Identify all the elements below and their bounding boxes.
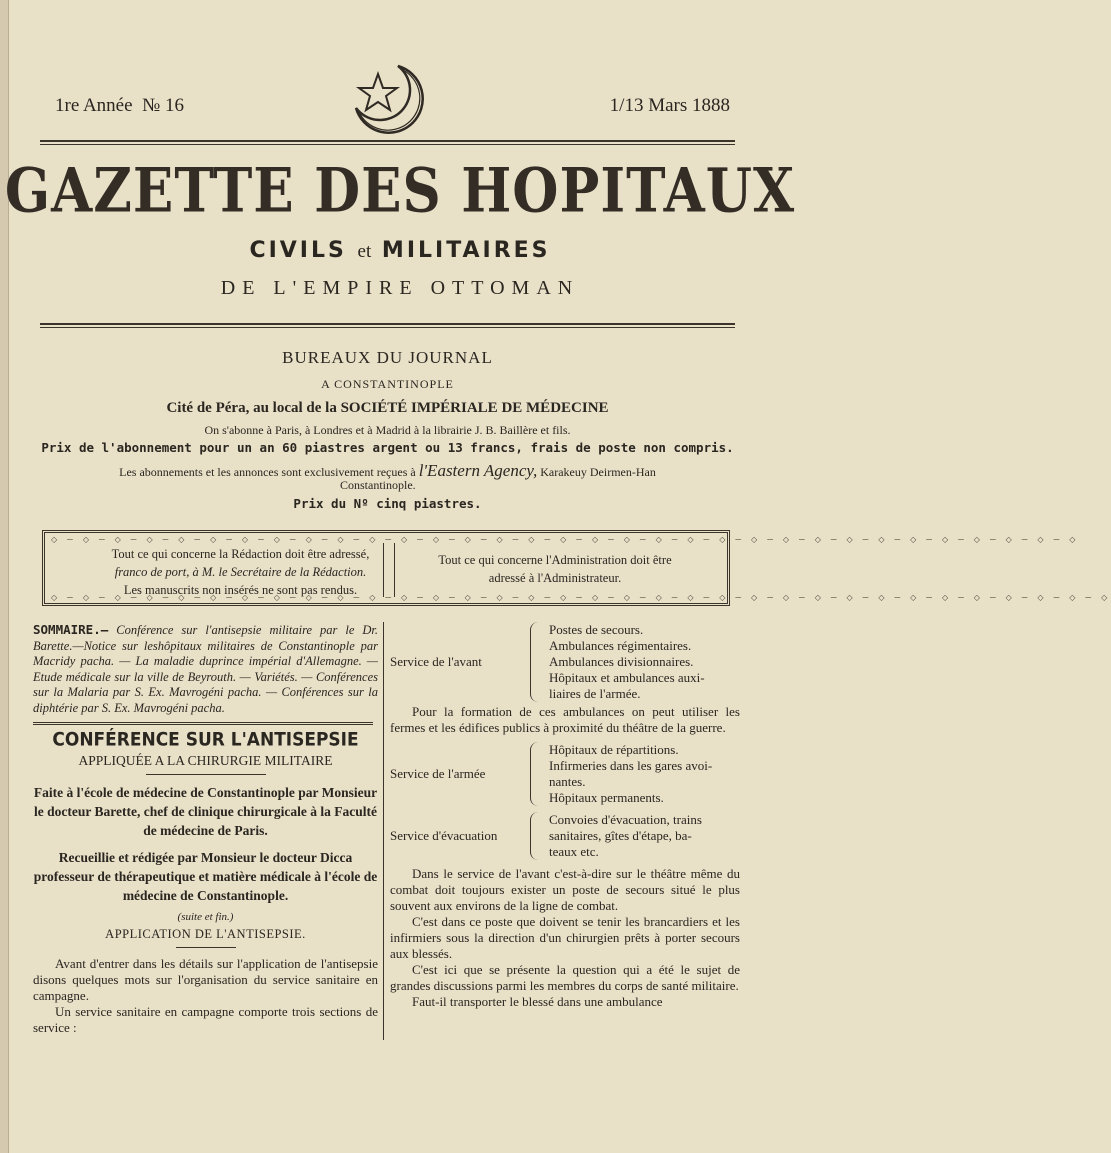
ornament-border-icon: ◇ ─ ◇ ─ ◇ ─ ◇ ─ ◇ ─ ◇ ─ ◇ ─ ◇ ─ ◇ ─ ◇ ─ ◇ ─ ◇ ─ ◇ ─ ◇ ─ ◇ ─ ◇ ─ ◇ ─ ◇ ─ ◇ ─ ◇ ─ ◇ ─ ◇ ─ ◇ ─ ◇ ─ ◇ ─ ◇ ─ ◇ ─ ◇ ─ ◇ ─ ◇ ─ ◇ ─ ◇ ─ ◇ ─ ◇ bbox=[51, 593, 1111, 602]
masthead-title: GAZETTE DES HOPITAUX bbox=[4, 155, 796, 227]
short-rule bbox=[176, 947, 236, 948]
header-rule-thin bbox=[40, 144, 735, 145]
article-author: Faite à l'école de médecine de Constantinople par Monsieur le docteur Barette, chef de clinique chirurgicale à la Faculté de médecine de Paris. bbox=[33, 785, 378, 838]
bureaux-abonne: On s'abonne à Paris, à Londres et à Madrid à la librairie J. B. Baillère et fils. bbox=[204, 423, 571, 437]
paragraph: Pour la formation de ces ambulances on peut utiliser les fermes et les édifices publics à proximité du théâtre de la guerre. bbox=[390, 704, 740, 735]
abonnements-city: Constantinople. bbox=[340, 478, 416, 492]
notice-divider bbox=[383, 543, 395, 597]
notice-administration: Tout ce qui concerne l'Administration doit être adressé à l'Administrateur. bbox=[438, 553, 672, 585]
bureaux-city: A CONSTANTINOPLE bbox=[321, 377, 454, 391]
brace-icon bbox=[530, 742, 541, 806]
short-rule bbox=[146, 774, 266, 775]
paragraph: Un service sanitaire en campagne comporte trois sections de service : bbox=[33, 1004, 378, 1035]
article-redaction: Recueillie et rédigée par Monsieur le docteur Dicca professeur de thérapeutique et matière médicale à l'école de médecine de Constantinople. bbox=[33, 850, 378, 903]
paragraph: Avant d'entrer dans les détails sur l'application de l'antisepsie disons quelques mots sur l'organisation du service sanitaire en campagne. bbox=[33, 956, 378, 1003]
service-avant: Service de l'avant Postes de secours. Ambulances régimentaires. Ambulances divisionnaires. Hôpitaux et ambulances auxi- liaires de l'armée. bbox=[390, 622, 705, 701]
notice-redaction: Tout ce qui concerne la Rédaction doit être adressé, franco de port, à M. le Secrétaire de la Rédaction. Les manuscrits non insérés ne sont pas rendus. bbox=[111, 547, 370, 597]
masthead-subtitle: CIVILS et MILITAIRES bbox=[249, 238, 551, 263]
brace-icon bbox=[530, 622, 541, 702]
bureaux-address: Cité de Péra, au local de la SOCIÉTÉ IMPÉRIALE DE MÉDECINE bbox=[166, 400, 609, 416]
ornament-border-icon: ◇ ─ ◇ ─ ◇ ─ ◇ ─ ◇ ─ ◇ ─ ◇ ─ ◇ ─ ◇ ─ ◇ ─ ◇ ─ ◇ ─ ◇ ─ ◇ ─ ◇ ─ ◇ ─ ◇ ─ ◇ ─ ◇ ─ ◇ ─ ◇ ─ ◇ ─ ◇ ─ ◇ ─ ◇ ─ ◇ ─ ◇ ─ ◇ ─ ◇ ─ ◇ ─ ◇ ─ ◇ ─ ◇ bbox=[51, 535, 1080, 544]
prix-numero: Prix du Nº cinq piastres. bbox=[293, 496, 482, 511]
brace-icon bbox=[530, 812, 541, 860]
paragraph: C'est ici que se présente la question qui a été le sujet de grandes discussions parmi les membres du corps de santé militaire. bbox=[390, 962, 740, 993]
notice-frame bbox=[42, 530, 1111, 606]
bureaux-title: BUREAUX DU JOURNAL bbox=[282, 348, 493, 367]
paragraph: Faut-il transporter le blessé dans une ambulance bbox=[412, 994, 663, 1009]
masthead-rule bbox=[40, 323, 735, 325]
issue-number: 1re Année № 16 bbox=[55, 95, 184, 116]
issue-date: 1/13 Mars 1888 bbox=[609, 95, 730, 116]
paragraph: C'est dans ce poste que doivent se tenir les brancardiers et les infirmiers sous la direction d'un chirurgien prêts à porter secours aux blessés. bbox=[390, 914, 740, 961]
header-rule bbox=[40, 140, 735, 142]
service-armee: Service de l'armée Hôpitaux de répartitions. Infirmeries dans les gares avoi- nantes. Hôpitaux permanents. bbox=[390, 742, 713, 805]
article-rule bbox=[33, 722, 373, 725]
article-subtitle: APPLIQUÉE A LA CHIRURGIE MILITAIRE bbox=[78, 753, 333, 768]
prix-abonnement: Prix de l'abonnement pour un an 60 piastres argent ou 13 francs, frais de poste non compris. bbox=[41, 440, 734, 455]
star-crescent-icon bbox=[348, 62, 426, 136]
masthead-subtitle-empire: DE L'EMPIRE OTTOMAN bbox=[220, 277, 580, 299]
abonnements-line: Les abonnements et les annonces sont exclusivement reçues à l'Eastern Agency, Karakeuy Deirmen-Han bbox=[119, 461, 656, 480]
right-column bbox=[390, 622, 740, 1010]
section-heading: APPLICATION DE L'ANTISEPSIE. bbox=[105, 927, 306, 941]
article-title: CONFÉRENCE SUR L'ANTISEPSIE bbox=[52, 729, 359, 751]
suite-note: (suite et fin.) bbox=[177, 911, 234, 923]
sommaire: SOMMAIRE.— Conférence sur l'antisepsie militaire par le Dr. Barette.—Notice sur leshôpitaux militaires de Constantinople par Macridy pacha. — La maladie duprince impérial d'Allemagne. — Etude médicale sur la ville de Beyrouth. — Variétés. — Conférences sur la Malaria par S. Ex. Mavrogéni pacha. — Conférences sur la diphtérie par S. Ex. Mavrogéni pacha. bbox=[33, 622, 378, 715]
service-evacuation: Service d'évacuation Convoies d'évacuation, trains sanitaires, gîtes d'étape, ba- teaux etc. bbox=[390, 812, 702, 859]
column-divider bbox=[383, 622, 384, 1040]
left-column bbox=[33, 622, 378, 1036]
masthead-rule-thin bbox=[40, 327, 735, 328]
paragraph: Dans le service de l'avant c'est-à-dire sur le théâtre même du combat doit toujours exister un poste de secours situé le plus souvent aux environs de la ligne de combat. bbox=[390, 866, 740, 913]
